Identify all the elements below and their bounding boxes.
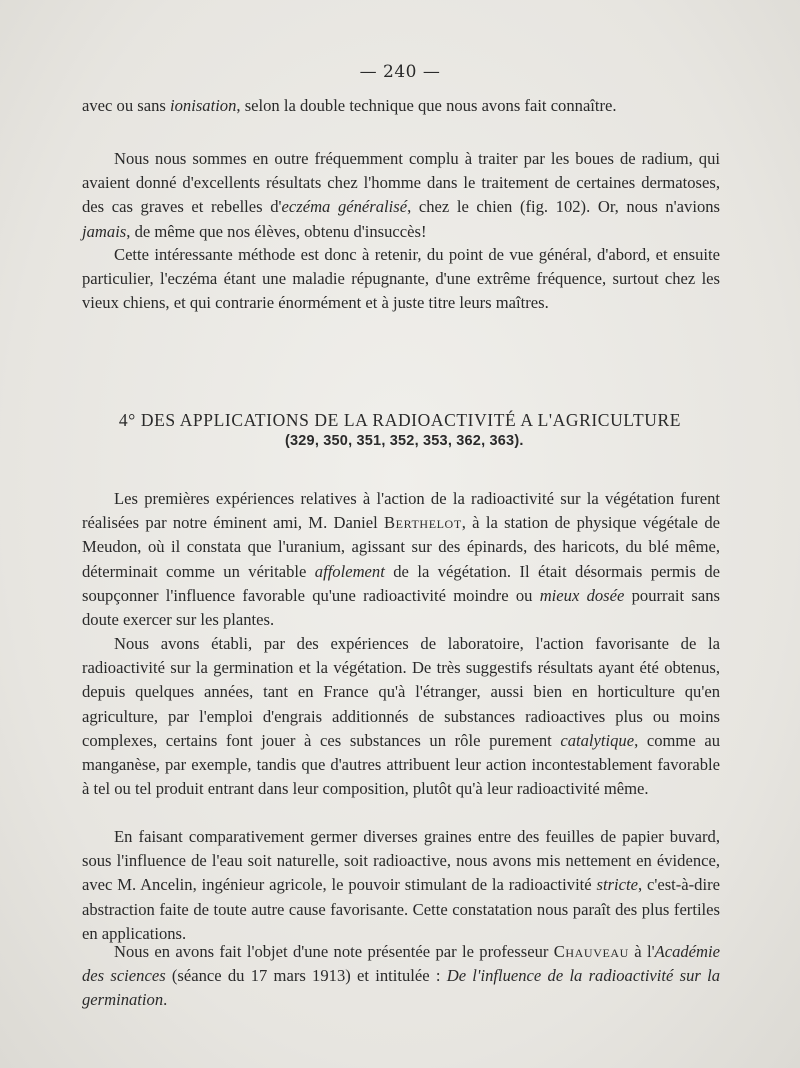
emphasis-ionisation: ionisation: [170, 96, 237, 115]
author-chauveau: Chauveau: [553, 942, 629, 961]
paragraph-nous-avons-etabli: Nous avons établi, par des expériences de laboratoire, l'action favorisante de la radioactivité sur la germination et la végétation. De très suggestifs résultats ayant été obtenus, depuis quelques années, tant en France qu'à l'étranger, aussi bien en horticulture qu'en agriculture, par l'emploi d'engrais additionnés de substances radioactives plus ou moins complexes, certains font jouer à ces substances un rôle purement catalytique, comme au manganèse, par exemple, tandis que d'autres attribuent leur action incontestablement favorable à tel ou tel produit entrant dans leur composition, plutôt qu'à leur radioactivité même.: [82, 634, 720, 799]
paragraph-methode: Cette intéressante méthode est donc à retenir, du point de vue général, d'abord, et ensuite particulier, l'eczéma étant une maladie répugnante, d'une extrême fréquence, surtout chez les vieux chiens, et qui contrarie énormément et à juste titre leurs maîtres.: [82, 245, 720, 313]
author-berthelot: Berthelot: [384, 513, 462, 533]
emphasis-note-title: De l'influence de la radioactivité sur la germination: [82, 966, 720, 1010]
section-heading: 4° DES APPLICATIONS DE LA RADIOACTIVITÉ A L'AGRICULTURE: [118, 410, 682, 430]
paragraph-premieres-experiences: Les premières expériences relatives à l'action de la radioactivité sur la végétation furent réalisées par notre éminent ami, M. Daniel Berthelot, à la station de physique végétale de Meudon, où il constata que l'uranium, agissant sur des épinards, des haricots, du blé même, déterminait comme un véritable affolement de la végétation. Il était désormais permis de soupçonner l'influence favorable qu'une radioactivité moindre ou mieux dosée pourrait sans doute exercer sur les plantes.: [82, 489, 720, 630]
paragraph-continuation: avec ou sans ionisation, selon la double technique que nous avons fait connaître.: [82, 96, 617, 115]
emphasis-eczema: eczéma généralisé: [281, 197, 408, 217]
paragraph-boues-de-radium: Nous nous sommes en outre fréquemment complu à traiter par les boues de radium, qui avaient donné d'excellents résultats chez l'homme dans le traitement de certaines dermatoses, des cas graves et rebelles d'eczéma généralisé, chez le chien (fig. 102). Or, nous n'avions jamais, de même que nos élèves, obtenu d'insuccès!: [82, 149, 721, 241]
emphasis-affolement: affolement: [314, 561, 385, 581]
paragraph-germer-graines: En faisant comparativement germer diverses graines entre des feuilles de papier buvard, sous l'influence de l'eau soit naturelle, soit radioactive, nous avons mis nettement en évidence, avec M. Ancelin, ingénieur agricole, le pouvoir stimulant de la radioactivité stricte, c'est-à-dire abstraction faite de toute autre cause favorisante. Cette constatation nous paraît des plus fertiles en applications.: [82, 827, 720, 943]
emphasis-academie: Académie des sciences: [82, 942, 720, 986]
emphasis-jamais: jamais: [82, 221, 127, 241]
section-references: (329, 350, 351, 352, 353, 362, 363).: [285, 433, 524, 449]
emphasis-catalytique: catalytique: [560, 730, 635, 750]
paragraph-note-academie: Nous en avons fait l'objet d'une note présentée par le professeur Chauveau à l'Académie des sciences (séance du 17 mars 1913) et intitulée : De l'influence de la radioactivité sur la germination.: [82, 942, 720, 1010]
emphasis-stricte: stricte: [596, 875, 638, 895]
page-number: — 240 —: [359, 62, 441, 82]
emphasis-mieux-dosee: mieux dosée: [539, 585, 625, 605]
